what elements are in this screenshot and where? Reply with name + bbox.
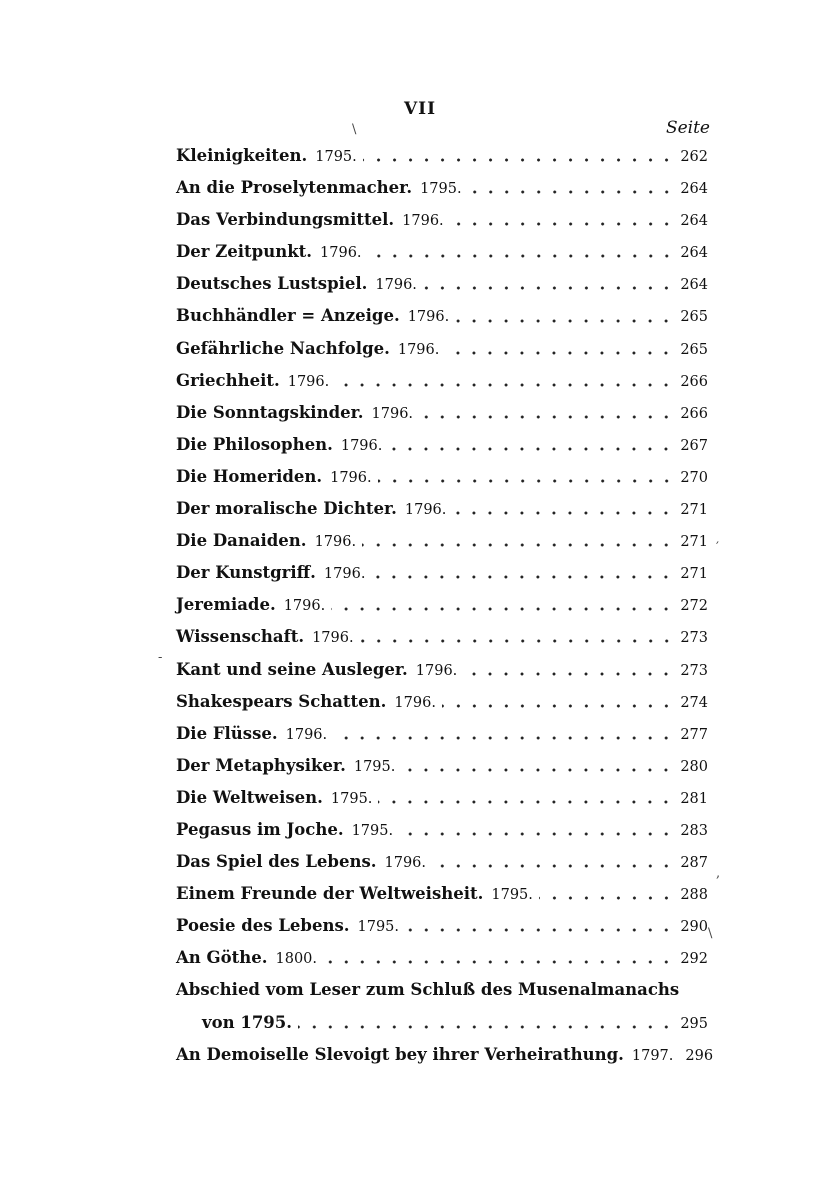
dot-leader bbox=[463, 672, 674, 676]
dot-leader bbox=[331, 607, 674, 611]
dot-leader bbox=[432, 864, 674, 868]
entry-page: 271 bbox=[680, 534, 708, 551]
entry-page: 280 bbox=[680, 758, 708, 775]
toc-entry bbox=[176, 654, 708, 686]
entry-title: Der moralische Dichter. bbox=[176, 499, 397, 519]
margin-mark: - bbox=[158, 650, 163, 665]
toc-entry bbox=[176, 365, 708, 397]
entry-year: 1800. bbox=[275, 951, 318, 968]
toc-entry bbox=[176, 750, 708, 782]
entry-title: Die Homeriden. bbox=[176, 466, 323, 486]
entry-title: Das Verbindungsmittel. bbox=[176, 210, 395, 230]
dot-leader bbox=[419, 415, 674, 419]
entry-page: 277 bbox=[680, 726, 708, 743]
entry-page: 271 bbox=[680, 502, 708, 519]
toc-entry bbox=[176, 172, 708, 204]
margin-mark: ′ bbox=[716, 540, 719, 555]
dot-leader bbox=[371, 575, 674, 579]
toc-entry bbox=[176, 782, 708, 814]
entry-year: 1795. bbox=[420, 181, 462, 198]
entry-page: 281 bbox=[680, 790, 708, 807]
dot-leader bbox=[401, 768, 674, 772]
entry-title-continued: von 1795. bbox=[202, 1012, 293, 1032]
entry-page: 287 bbox=[680, 855, 708, 872]
toc-entry bbox=[176, 300, 708, 332]
entry-title: Abschied vom Leser zum Schluß des Musenalmanachs bbox=[176, 980, 680, 1000]
dot-leader bbox=[399, 832, 674, 836]
entry-year: 1795. bbox=[353, 758, 396, 775]
entry-title: Der Kunstgriff. bbox=[176, 563, 316, 583]
toc-entry bbox=[176, 846, 708, 878]
entry-title: Shakespears Schatten. bbox=[176, 691, 387, 711]
entry-page: 266 bbox=[680, 373, 708, 390]
dot-leader bbox=[333, 736, 674, 740]
entry-title: An Demoiselle Slevoigt bey ihrer Verheirathung. bbox=[176, 1044, 624, 1064]
entry-title: Die Sonntagskinder. bbox=[176, 402, 364, 422]
toc-entry-last bbox=[176, 1039, 714, 1071]
entry-title: Poesie des Lebens. bbox=[176, 916, 350, 936]
entry-page: 273 bbox=[680, 662, 708, 679]
entry-page: 267 bbox=[680, 437, 708, 454]
entry-year: 1796. bbox=[323, 566, 366, 583]
entry-title: Buchhändler = Anzeige. bbox=[176, 306, 400, 326]
entry-year: 1796. bbox=[314, 534, 357, 551]
entry-year: 1796. bbox=[394, 694, 436, 711]
toc-entry bbox=[176, 204, 708, 236]
dot-leader bbox=[450, 222, 675, 226]
entry-title: Deutsches Lustspiel. bbox=[176, 274, 368, 294]
entry-page: 270 bbox=[680, 469, 708, 486]
toc-entry bbox=[176, 621, 708, 653]
entry-year: 1796. bbox=[312, 630, 354, 647]
margin-mark: \ bbox=[708, 926, 713, 941]
entry-title: Einem Freunde der Weltweisheit. bbox=[176, 884, 484, 904]
dot-leader bbox=[335, 383, 674, 387]
toc-entry bbox=[176, 429, 708, 461]
entry-title: Die Philosophen. bbox=[176, 434, 333, 454]
entry-year: 1795. bbox=[357, 919, 400, 936]
entry-page: 274 bbox=[680, 694, 708, 711]
dot-leader bbox=[468, 190, 675, 194]
dot-leader bbox=[323, 960, 674, 964]
dot-leader bbox=[452, 511, 674, 515]
entry-year: 1796. bbox=[371, 405, 414, 422]
toc-entry bbox=[176, 236, 708, 268]
dot-leader bbox=[378, 800, 674, 804]
entry-page: 262 bbox=[680, 149, 708, 165]
entry-title: Kant und seine Ausleger. bbox=[176, 659, 408, 679]
entry-year: 1795. bbox=[351, 822, 394, 839]
table-of-contents bbox=[176, 140, 714, 1071]
toc-entry bbox=[176, 333, 708, 365]
dot-leader bbox=[677, 1053, 681, 1057]
toc-entry bbox=[176, 397, 708, 429]
entry-title: Die Flüsse. bbox=[176, 723, 278, 743]
entry-page: 292 bbox=[680, 951, 708, 968]
toc-entry bbox=[176, 140, 708, 172]
dot-leader bbox=[298, 1025, 674, 1029]
entry-page: 264 bbox=[680, 245, 708, 262]
toc-entry bbox=[176, 557, 708, 589]
toc-entry bbox=[176, 268, 708, 300]
dot-leader bbox=[539, 896, 674, 900]
toc-entry bbox=[176, 493, 708, 525]
dot-leader bbox=[445, 351, 674, 355]
entry-title: Die Weltweisen. bbox=[176, 787, 323, 807]
entry-year: 1796. bbox=[407, 309, 450, 326]
toc-entry bbox=[176, 910, 708, 942]
toc-entry bbox=[176, 942, 708, 974]
page-number: VII bbox=[403, 99, 437, 119]
toc-entry-multiline-continued bbox=[176, 1007, 708, 1039]
toc-entry-multiline-first bbox=[176, 974, 708, 1006]
dot-leader bbox=[368, 254, 675, 258]
dot-leader bbox=[442, 704, 674, 708]
entry-title: Der Zeitpunkt. bbox=[176, 242, 313, 262]
entry-title: Pegasus im Joche. bbox=[176, 819, 344, 839]
entry-page: 265 bbox=[680, 309, 708, 326]
entry-year: 1796. bbox=[340, 437, 383, 454]
entry-year: 1796. bbox=[384, 855, 427, 872]
entry-year: 1796. bbox=[285, 726, 328, 743]
entry-year: 1795. bbox=[315, 149, 357, 165]
entry-page: 266 bbox=[680, 405, 708, 422]
margin-mark: \ bbox=[352, 122, 357, 137]
entry-title: Jeremiade. bbox=[176, 595, 276, 615]
dot-leader bbox=[378, 479, 675, 483]
toc-entry bbox=[176, 525, 708, 557]
entry-year: 1797. bbox=[631, 1047, 674, 1064]
dot-leader bbox=[363, 158, 675, 162]
entry-year: 1796. bbox=[415, 662, 458, 679]
toc-entry bbox=[176, 461, 708, 493]
entry-page: 273 bbox=[680, 630, 708, 647]
entry-page: 290 bbox=[680, 919, 708, 936]
dot-leader bbox=[405, 928, 674, 932]
entry-page: 264 bbox=[680, 277, 708, 294]
dot-leader bbox=[455, 319, 674, 323]
page-column-header: Seite bbox=[665, 118, 710, 138]
entry-page: 283 bbox=[680, 822, 708, 839]
entry-page: 272 bbox=[680, 598, 708, 615]
entry-page: 295 bbox=[680, 1015, 708, 1032]
toc-entry bbox=[176, 718, 708, 750]
dot-leader bbox=[362, 543, 674, 547]
entry-page: 264 bbox=[680, 181, 708, 198]
entry-year: 1796. bbox=[283, 598, 326, 615]
margin-mark: , bbox=[716, 866, 721, 881]
entry-page: 271 bbox=[680, 566, 708, 583]
toc-entry bbox=[176, 589, 708, 621]
entry-title: An Göthe. bbox=[176, 948, 268, 968]
entry-title: Der Metaphysiker. bbox=[176, 755, 346, 775]
toc-entry bbox=[176, 814, 708, 846]
toc-entry bbox=[176, 686, 708, 718]
entry-year: 1796. bbox=[397, 341, 440, 358]
entry-year: 1795. bbox=[330, 790, 373, 807]
entry-year: 1796. bbox=[287, 373, 330, 390]
entry-year: 1796. bbox=[320, 245, 362, 262]
entry-page: 265 bbox=[680, 341, 708, 358]
dot-leader bbox=[360, 639, 675, 643]
entry-title: An die Proselytenmacher. bbox=[176, 178, 413, 198]
entry-year: 1796. bbox=[375, 277, 417, 294]
dot-leader bbox=[388, 447, 674, 451]
entry-title: Griechheit. bbox=[176, 370, 280, 390]
entry-page: 288 bbox=[680, 887, 708, 904]
entry-title: Das Spiel des Lebens. bbox=[176, 852, 377, 872]
dot-leader bbox=[423, 286, 674, 290]
entry-page: 296 bbox=[685, 1047, 714, 1064]
entry-page: 264 bbox=[680, 213, 708, 230]
entry-year: 1796. bbox=[330, 469, 372, 486]
entry-title: Die Danaiden. bbox=[176, 531, 307, 551]
entry-year: 1796. bbox=[404, 502, 447, 519]
toc-entry bbox=[176, 878, 708, 910]
entry-title: Gefährliche Nachfolge. bbox=[176, 338, 390, 358]
entry-year: 1796. bbox=[402, 213, 444, 230]
entry-title: Wissenschaft. bbox=[176, 627, 305, 647]
entry-year: 1795. bbox=[491, 887, 533, 904]
entry-title: Kleinigkeiten. bbox=[176, 146, 308, 165]
